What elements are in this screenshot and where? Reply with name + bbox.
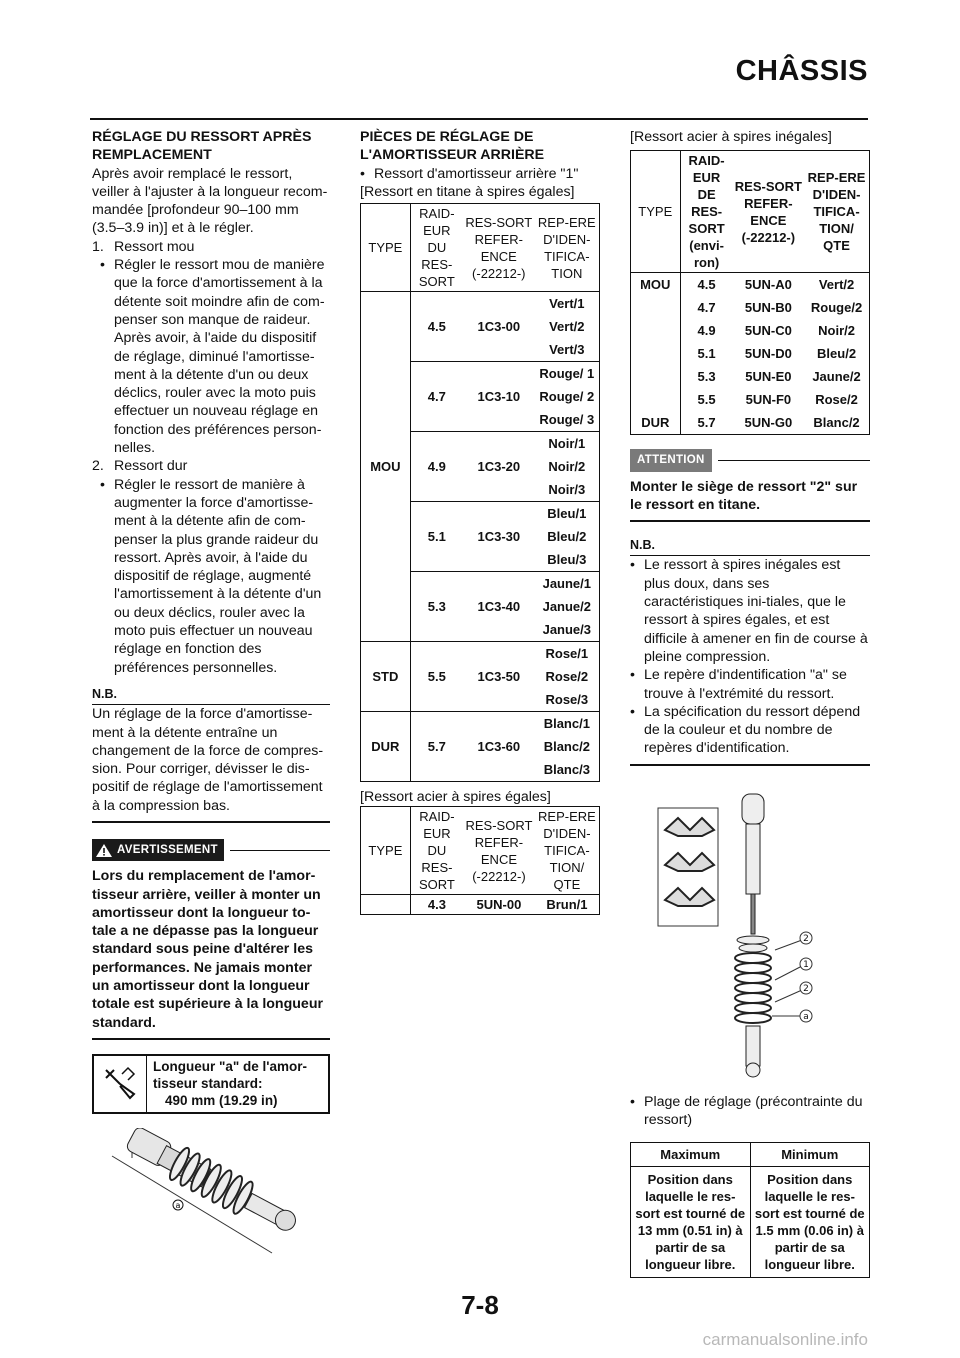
spec-line-2: tisseur standard: [153,1075,263,1091]
cell-rate: 4.7 [697,300,716,316]
cell-mark: Rose/1 [545,646,589,662]
col-header: TYPE [631,151,681,273]
table-caption: [Ressort acier à spires inégales] [630,129,832,145]
cell-mark: Noir/3 [535,478,600,502]
bullet-item [630,1093,870,1130]
table-row [631,365,870,388]
cell-mark: Blanc/3 [535,758,600,782]
fig-label: a [803,1011,809,1022]
bullet-text: La spécification du ressort dépend de la couleur et du nombre de repères d'identification. [644,703,861,757]
bullet-text: Plage de réglage (précontrainte du ressort) [644,1094,863,1129]
spec-box [92,1054,330,1114]
spec-text [147,1056,313,1112]
col-header: RES-SORT REFER-ENCE (-22212-) [733,151,804,273]
cell-rate: 5.7 [697,415,716,431]
cell-mark: Rouge/ 1 [539,366,595,382]
cell-rate: 5.3 [410,572,463,642]
list-item [92,457,330,475]
cell-type [631,365,681,388]
warning-rule [230,850,330,851]
cell-rate: 5.5 [697,392,716,408]
list-item [92,238,330,256]
item-number: 1. [92,238,104,255]
cell-mark: Rose/2 [545,669,589,685]
page-number: 7-8 [461,1290,499,1320]
cell-mark: Noir/2 [548,459,586,475]
cell-rate: 4.9 [697,323,716,339]
cell-type: MOU [631,273,681,297]
cell-type [631,319,681,342]
cell-mark: Rouge/ 2 [539,389,595,405]
table-row [631,1166,870,1277]
bullet-icon: • [630,667,635,684]
cell-mark: Noir/2 [818,323,855,339]
table-row [361,642,600,666]
left-column [92,128,330,1263]
right-column [630,128,870,1278]
warning-triangle-icon [96,844,112,857]
cell-ref: 5UN-G0 [744,415,793,431]
nb-label: N.B. [630,536,870,556]
fig-label: 2 [803,933,809,944]
nb-text: Un réglage de la force d'amortisse-ment à la détente entraîne un changement de la force de compres-sion. Pour corriger, dévisser le dis-positif de réglage de l'amortissement à la compression bas. [92,706,324,814]
col-header: RES-SORT REFER-ENCE (-22212-) [463,807,535,895]
col-header: TYPE [361,204,411,292]
table-header-row [361,807,600,895]
table-header-row [361,204,600,292]
cell-type [631,296,681,319]
cell-rate: 4.9 [410,432,463,502]
cell-rate: 5.1 [410,502,463,572]
fig-label-a: a [175,1200,181,1210]
cell-type: DUR [631,411,681,435]
bullet-icon: • [630,1094,635,1111]
cell-mark: Brun/1 [546,897,588,913]
table-row [631,273,870,297]
table-row [631,388,870,411]
cell-ref: 1C3-00 [463,292,535,362]
table-row [361,292,600,316]
col-header: REP-ERE D'IDEN-TIFICA-TION/ QTE [804,151,869,273]
bullet-icon: • [630,703,635,720]
col-header: TYPE [361,807,411,895]
table-row [361,712,600,736]
cell-rate: 4.5 [410,292,463,362]
cell-mark: Rouge/ 3 [535,408,600,432]
cell-mark: Blanc/2 [543,739,590,755]
cell-type [631,342,681,365]
cell-ref: 1C3-40 [463,572,535,642]
bullet-icon: • [100,257,105,274]
warning-header [92,839,330,861]
cell-ref: 5UN-D0 [744,346,792,362]
cell-rate: 5.1 [697,346,716,362]
cell-mark: Janue/3 [535,618,600,642]
adjust-range-table [630,1142,870,1278]
nb-divider [92,821,330,823]
item-label: Ressort mou [114,238,195,255]
bullet-text: Le ressort à spires inégales est plus doux, dans ses caractéristiques ini-tiales, que le ressort à spires égales, et est difficile à amener en fin de course à pleine compression. [644,557,868,665]
cell-mark: Bleu/3 [535,548,600,572]
cell-mark: Jaune/2 [812,369,861,385]
cell-rate: 4.5 [697,277,716,293]
steel-unequal-spring-table [630,150,870,435]
cell-mark: Vert/2 [818,277,855,293]
cell-ref: 5UN-C0 [744,323,792,339]
attention-text: Monter le siège de ressort "2" sur le ressort en titane. [630,478,858,513]
cell-rate: 4.3 [427,897,446,913]
spec-value: 490 mm (19.29 in) [165,1092,278,1108]
middle-column [360,128,600,915]
attention-header [630,449,870,471]
cell-type [631,388,681,411]
fig-label: 2 [803,983,809,994]
bullet-item [92,476,330,677]
cell-mark: Jaune/1 [542,576,592,592]
table-caption: [Ressort en titane à spires égales] [360,183,575,200]
col-header: RAID-EUR DU RES-SORT [410,204,463,292]
bullet-item [630,666,870,703]
cell-mark: Rose/3 [535,688,600,712]
bullet-text: Ressort d'amortisseur arrière "1" [374,165,579,182]
cell-type [361,895,411,915]
cell-mark: Rose/2 [815,392,858,408]
col-header: REP-ERE D'IDEN-TIFICA-TION/ QTE [535,807,600,895]
cell-type: DUR [361,712,411,782]
bullet-item [360,165,600,183]
wrench-icon [94,1056,147,1112]
col-header: REP-ERE D'IDEN-TIFICA-TION [535,204,600,292]
cell-type: STD [361,642,411,712]
cell-mark: Vert/2 [549,319,585,335]
col-header: RES-SORT REFER-ENCE (-22212-) [463,204,535,292]
bullet-text: Le repère d'indentification "a" se trouve à l'extrémité du ressort. [644,667,847,702]
bullet-icon: • [100,476,105,493]
table-header-row [631,151,870,273]
cell-ref: 5UN-B0 [744,300,792,316]
bullet-item [630,703,870,758]
table-caption: [Ressort acier à spires égales] [360,789,551,806]
cell-max: Position dans laquelle le res-sort est tourné de 13 mm (0.51 in) à partir de sa longueur libre. [631,1166,751,1277]
cell-mark: Bleu/2 [817,346,857,362]
item-number: 2. [92,458,104,475]
cell-mark: Noir/1 [548,436,586,452]
bullet-item [92,256,330,457]
bullet-item [630,556,870,666]
steel-equal-spring-table [360,806,600,915]
cell-mark: Bleu/1 [547,506,587,522]
cell-type-mou: MOU [361,292,411,642]
shock-absorber-illustration [92,1128,330,1258]
header-rule [90,118,868,120]
page-title: CHÂSSIS [735,55,868,87]
table-row [361,895,600,915]
cell-ref: 1C3-20 [463,432,535,502]
warning-text: Lors du remplacement de l'amor-tisseur arrière, veiller à monter un amortisseur dont la longueur to-tale a ne dépasse pas la longueur standard sous peine d'altérer les performances. Ne jamais monter un amortisseur dont la longueur totale est supérieure à la longueur standard. [92,868,324,1031]
cell-ref: 1C3-10 [463,362,535,432]
warning-badge [92,839,224,861]
cell-ref: 1C3-30 [463,502,535,572]
fig-label: 1 [803,959,809,970]
cell-ref: 5UN-E0 [745,369,792,385]
table-row [631,411,870,435]
cell-mark: Rouge/2 [810,300,863,316]
cell-mark: Blanc/1 [543,716,590,732]
attention-rule [718,460,870,461]
rear-spring-illustration [630,780,870,1080]
cell-ref: 1C3-50 [463,642,535,712]
item-label: Ressort dur [114,458,188,475]
section-title: PIÈCES DE RÉGLAGE DE L'AMORTISSEUR ARRIÈRE [360,129,545,164]
col-header: Maximum [631,1142,751,1166]
cell-rate: 5.7 [410,712,463,782]
nb-label: N.B. [92,685,330,705]
table-row [631,342,870,365]
warning-label: AVERTISSEMENT [117,843,218,856]
nb-divider [630,764,870,766]
table-row [631,319,870,342]
section-title: RÉGLAGE DU RESSORT APRÈS REMPLACEMENT [92,129,312,164]
cell-mark: Vert/1 [549,296,585,312]
warning-divider [92,1038,330,1040]
cell-rate: 5.3 [697,369,716,385]
cell-mark: Bleu/2 [547,529,587,545]
titanium-spring-table [360,203,600,782]
watermark: carmanualsonline.info [702,1330,868,1349]
cell-mark: Janue/2 [542,599,592,615]
bullet-icon: • [630,557,635,574]
cell-min: Position dans laquelle le res-sort est tourné de 1.5 mm (0.06 in) à partir de sa longueur libre. [750,1166,870,1277]
cell-ref: 5UN-F0 [745,392,792,408]
cell-ref: 1C3-60 [463,712,535,782]
table-row [631,296,870,319]
intro-text: Après avoir remplacé le ressort, veiller à l'ajuster à la longueur recom-mandée [profondeur 90–100 mm (3.5–3.9 in)] et à le régler. [92,165,328,237]
cell-mark: Blanc/2 [813,415,860,431]
bullet-text: Régler le ressort de manière à augmenter la force d'amortisse-ment à la détente afin de com-penser la plus grande raideur du ressort. Après avoir, à l'aide du dispositif de réglage, augmenté l'amortissement à la détente d'un ou deux déclics, rouler avec la moto puis effectuer un nouveau réglage en fonction des préférences personnelles. [114,476,322,676]
col-header: Minimum [750,1142,870,1166]
attention-divider [630,520,870,522]
col-header: RAID-EUR DE RES-SORT (envi-ron) [680,151,733,273]
table-header-row [631,1142,870,1166]
bullet-icon: • [360,165,365,182]
cell-mark: Vert/3 [535,338,600,362]
cell-ref: 5UN-00 [476,897,522,913]
cell-rate: 4.7 [410,362,463,432]
col-header: RAID-EUR DU RES-SORT [410,807,463,895]
spec-line-1: Longueur "a" de l'amor- [153,1058,308,1074]
cell-ref: 5UN-A0 [744,277,792,293]
cell-rate: 5.5 [410,642,463,712]
bullet-text: Régler le ressort mou de manière que la force d'amortissement à la détente soit moindre afin de com-penser son manque de raideur. Après avoir, à l'aide du dispositif de réglage, diminué l'amortisse-ment à la détente d'un ou deux déclics, rouler avec la moto puis effectuer un nouveau réglage en fonction des préférences person-nelles. [114,257,325,457]
attention-badge: ATTENTION [630,449,712,471]
